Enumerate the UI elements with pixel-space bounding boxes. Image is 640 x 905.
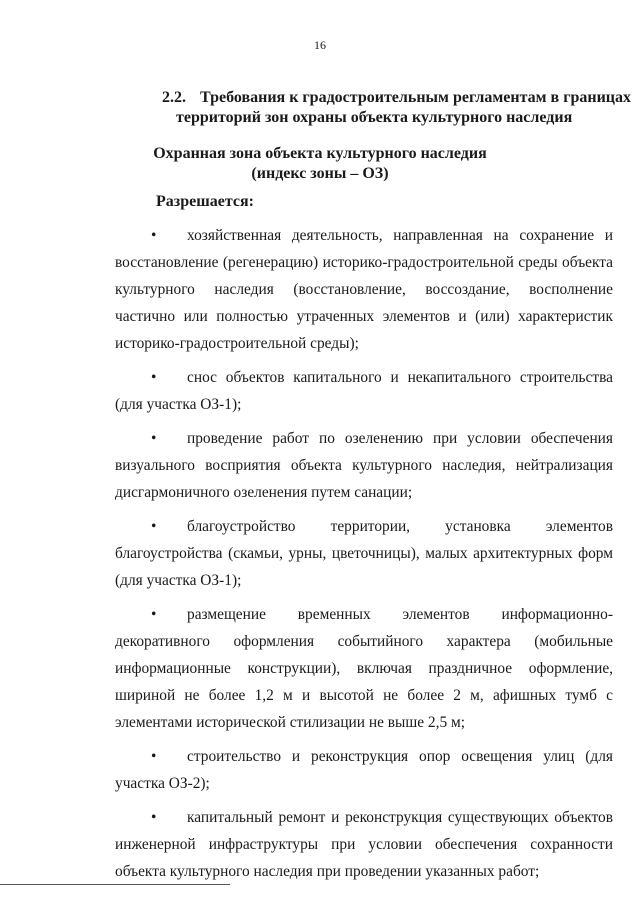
zone-heading	[0, 144, 640, 184]
section-title-line2: территорий зон охраны объекта культурного наследия	[176, 109, 573, 126]
list-item-text: капитальный ремонт и реконструкция существующих объектов инженерной инфраструктуры при условии обеспечения сохранности объекта культурного наследия при проведении указанных работ;	[115, 809, 613, 880]
list-item-text: строительство и реконструкция опор освещения улиц (для участка ОЗ-2);	[115, 748, 613, 792]
list-item-text: хозяйственная деятельность, направленная на сохранение и восстановление (регенерацию) историко-градостроительной среды объекта культурного наследия (восстановление, воссоздание, восполнение частично или полностью утраченных элементов и (или) характеристик историко-градостроительной среды);	[115, 227, 613, 352]
section-heading	[132, 88, 632, 128]
list-item	[115, 425, 613, 506]
list-item-text: проведение работ по озеленению при условии обеспечения визуального восприятия объекта культурного наследия, нейтрализация дисгармоничного озеленения путем санации;	[115, 430, 613, 501]
list-item-text: размещение временных элементов информационно-декоративного оформления событийного характера (мобильные информационные конструкции), включая праздничное оформление, шириной не более 1,2 м и высотой не более 2 м, афишных тумб с элементами исторической стилизации не выше 2,5 м;	[115, 606, 613, 731]
zone-title-line2: (индекс зоны – ОЗ)	[251, 165, 389, 182]
section-number: 2.2.	[162, 89, 186, 106]
section-title-line1: Требования к градостроительным регламентам в границах	[200, 89, 632, 106]
zone-title-line1: Охранная зона объекта культурного наследия	[153, 145, 487, 162]
list-item	[115, 222, 613, 357]
list-item	[115, 364, 613, 418]
page-number: 16	[314, 38, 326, 52]
bullet-icon: •	[151, 369, 157, 386]
bullet-icon: •	[151, 227, 157, 244]
bullet-icon: •	[151, 748, 157, 765]
bullet-icon: •	[151, 809, 157, 826]
footnote-divider	[0, 884, 230, 885]
list-item	[115, 743, 613, 797]
list-item	[115, 601, 613, 736]
list-item-text: снос объектов капитального и некапитального строительства (для участка ОЗ-1);	[115, 369, 613, 413]
bullet-icon: •	[151, 606, 157, 623]
section-heading-line1	[132, 88, 632, 108]
bullet-icon: •	[151, 518, 157, 535]
list-item-text: благоустройство территории, установка элементов благоустройства (скамьи, урны, цветочницы), малых архитектурных форм (для участка ОЗ-1);	[115, 518, 613, 589]
bullet-icon: •	[151, 430, 157, 447]
allowed-label: Разрешается:	[156, 193, 254, 210]
list-item	[115, 804, 613, 885]
allowed-list	[115, 222, 613, 892]
list-item	[115, 513, 613, 594]
